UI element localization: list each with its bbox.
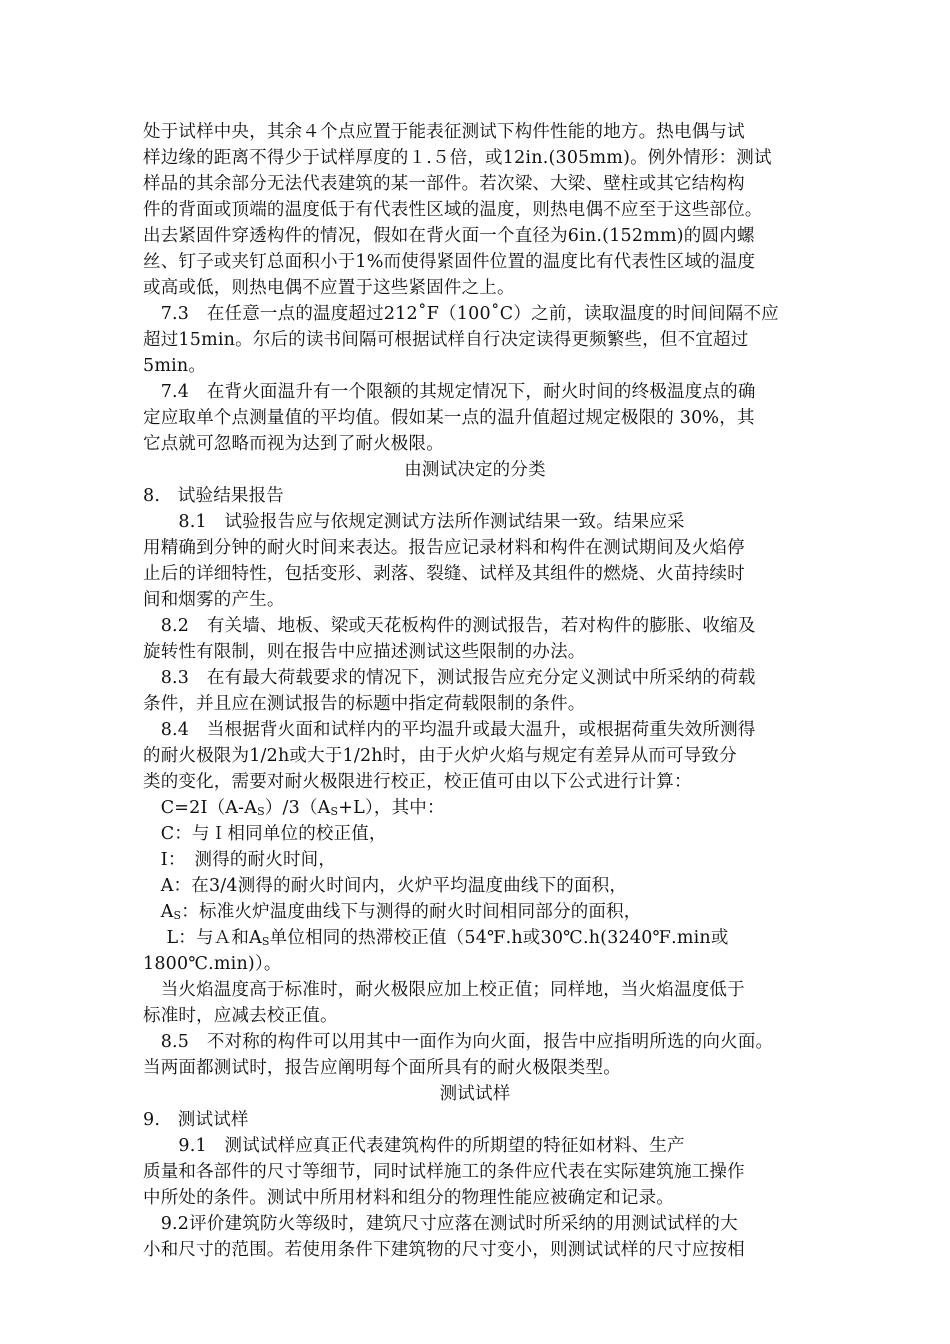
text-line: 定应取单个点测量值的平均值。假如某一点的温升值超过规定极限的 30%，其 <box>143 408 755 428</box>
text-line: 标准时，应减去校正值。 <box>143 1006 338 1026</box>
text-line: 7.4 在背火面温升有一个限额的其规定情况下，耐火时间的终极温度点的确 <box>143 382 756 402</box>
text-line: 间和烟雾的产生。 <box>143 590 285 610</box>
text-line: 出去紧固件穿透构件的情况，假如在背火面一个直径为6in.(152mm)的圆内螺 <box>143 226 755 246</box>
text-line: 它点就可忽略而视为达到了耐火极限。 <box>143 434 444 454</box>
text-line: 中所处的条件。测试中所用材料和组分的物理性能应被确定和记录。 <box>143 1188 674 1208</box>
text-line: 条件，并且应在测试报告的标题中指定荷载限制的条件。 <box>143 694 586 714</box>
text-line: 件的背面或顶端的温度低于有代表性区域的温度，则热电偶不应至于这些部位。 <box>143 200 763 220</box>
text-line: 8.4 当根据背火面和试样内的平均温升或最大温升，或根据荷重失效所测得 <box>143 720 756 740</box>
section-heading: 测试试样 <box>439 1084 511 1104</box>
text-line: 处于试样中央，其余４个点应置于能表征测试下构件性能的地方。热电偶与试 <box>143 122 745 142</box>
section-title: 8. 试验结果报告 <box>143 486 284 506</box>
text-line: 8.5 不对称的构件可以用其中一面作为向火面，报告中应指明所选的向火面。 <box>143 1032 774 1052</box>
text-line: 超过15min。尔后的读书间隔可根据试样自行决定读得更频繁些，但不宜超过 <box>143 330 749 350</box>
text-line: 类的变化，需要对耐火极限进行校正，校正值可由以下公式进行计算： <box>143 772 692 792</box>
formula-definition: C：与Ｉ相同单位的校正值， <box>143 824 387 844</box>
text-line: 8.3 在有最大荷载要求的情况下，测试报告应充分定义测试中所采纳的荷载 <box>143 668 756 688</box>
text-line: 用精确到分钟的耐火时间来表达。报告应记录材料和构件在测试期间及火焰停 <box>143 538 745 558</box>
section-heading: 由测试决定的分类 <box>404 460 546 480</box>
text-line: 当两面都测试时，报告应阐明每个面所具有的耐火极限类型。 <box>143 1058 621 1078</box>
text-line: 质量和各部件的尺寸等细节，同时试样施工的条件应代表在实际建筑施工操作 <box>143 1162 745 1182</box>
formula-definition: I： 测得的耐火时间， <box>143 850 337 870</box>
text-line: 小和尺寸的范围。若使用条件下建筑物的尺寸变小，则测试试样的尺寸应按相 <box>143 1240 745 1260</box>
text-line: 或高或低，则热电偶不应置于这些紧固件之上。 <box>143 278 515 298</box>
text-line: 样品的其余部分无法代表建筑的某一部件。若次梁、大梁、壁柱或其它结构构 <box>143 174 745 194</box>
text-line: 5min。 <box>143 356 207 376</box>
text-line: 9.2评价建筑防火等级时，建筑尺寸应落在测试时所采纳的用测试试样的大 <box>143 1214 738 1234</box>
text-line: 的耐火极限为1/2h或大于1/2h时，由于火炉火焰与规定有差异从而可导致分 <box>143 746 737 766</box>
text-line: 9.1 测试试样应真正代表建筑构件的所期望的特征如材料、生产 <box>143 1136 685 1156</box>
text-line: 7.3 在任意一点的温度超过212˚F（100˚C）之前，读取温度的时间间隔不应 <box>143 304 779 324</box>
text-line: 样边缘的距离不得少于试样厚度的１.５倍，或12in.(305mm)。例外情形：测试 <box>143 148 772 168</box>
formula-definition: L：与Ａ和$A_S$单位相同的热滞校正值（54℉.h或30℃.h(3240℉.min或 <box>143 928 729 948</box>
section-title: 9. 测试试样 <box>143 1110 249 1130</box>
text-line: 8.1 试验报告应与依规定测试方法所作测试结果一致。结果应采 <box>143 512 685 532</box>
text-line: 丝、钉子或夹钉总面积小于1%而使得紧固件位置的温度比有代表性区域的温度 <box>143 252 756 272</box>
formula-definition: A：在3/4测得的耐火时间内，火炉平均温度曲线下的面积， <box>143 876 628 896</box>
text-line: 1800℃.min)）。 <box>143 954 282 974</box>
text-line: 止后的详细特性，包括变形、剥落、裂缝、试样及其组件的燃烧、火苗持续时 <box>143 564 745 584</box>
formula-definition: $A_S$：标准火炉温度曲线下与测得的耐火时间相同部分的面积， <box>143 902 642 922</box>
text-line: 8.2 有关墙、地板、梁或天花板构件的测试报告，若对构件的膨胀、收缩及 <box>143 616 756 636</box>
formula-line: $C=2I(A-A_S)/3(A_S+L)$，其中： <box>143 798 445 818</box>
text-line: 旋转性有限制，则在报告中应描述测试这些限制的办法。 <box>143 642 586 662</box>
text-line: 当火焰温度高于标准时，耐火极限应加上校正值；同样地，当火焰温度低于 <box>143 980 745 1000</box>
